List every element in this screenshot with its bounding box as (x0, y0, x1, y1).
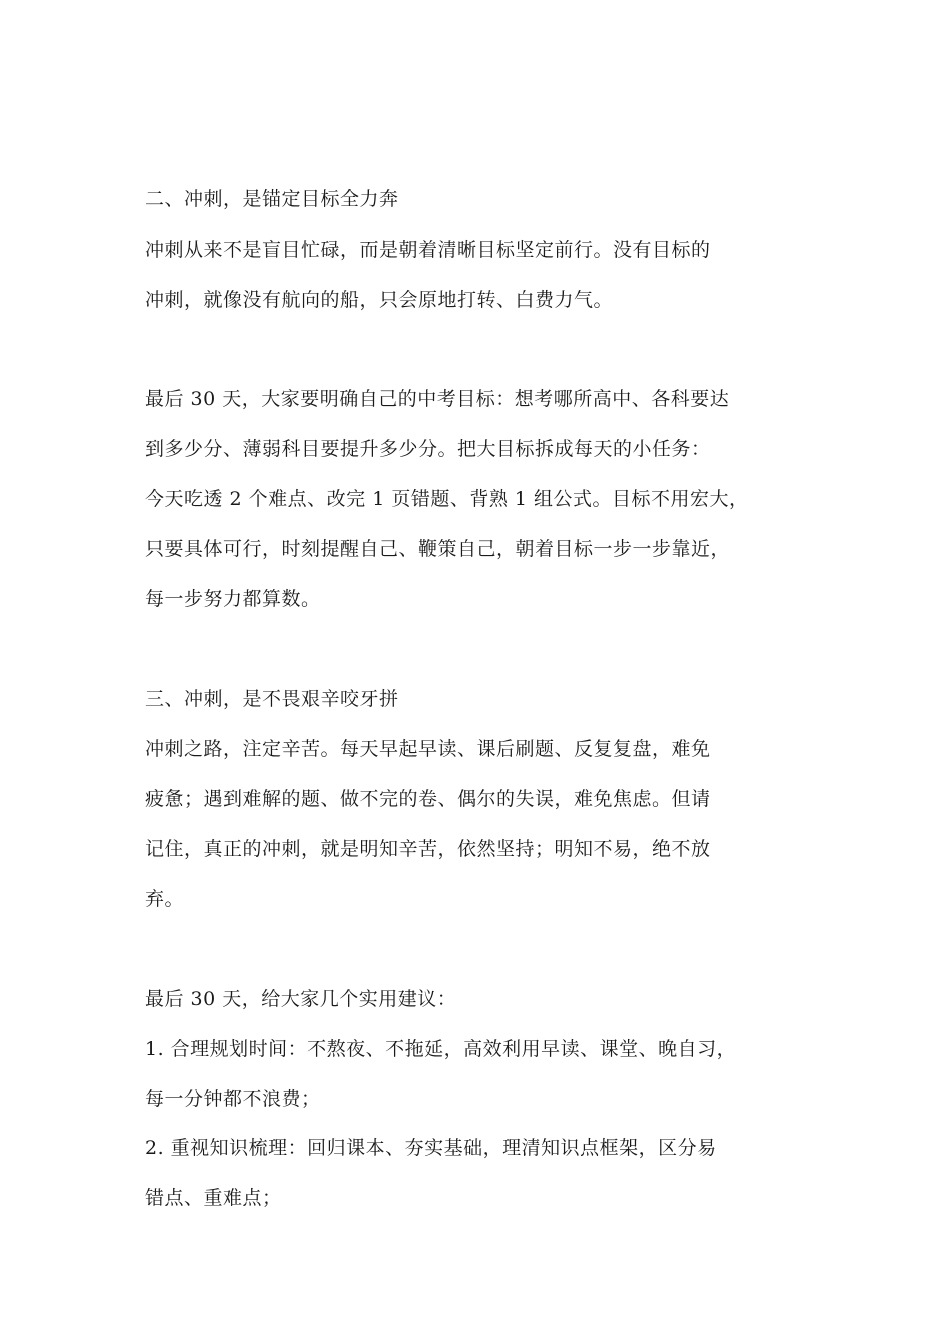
paragraph-line: 冲刺从来不是盲目忙碌，而是朝着清晰目标坚定前行。没有目标的 (145, 239, 711, 261)
list-item-line: 1. 合理规划时间：不熬夜、不拖延，高效利用早读、课堂、晚自习， (145, 1038, 737, 1060)
section-heading: 三、冲刺，是不畏艰辛咬牙拼 (145, 688, 399, 710)
paragraph-line: 每一步努力都算数。 (145, 588, 321, 610)
paragraph-line: 最后 30 天，给大家几个实用建议： (145, 988, 457, 1010)
list-item-line: 错点、重难点； (145, 1187, 282, 1209)
list-item-line: 2. 重视知识梳理：回归课本、夯实基础，理清知识点框架，区分易 (145, 1137, 717, 1159)
section-heading: 二、冲刺，是锚定目标全力奔 (145, 188, 399, 210)
list-item-line: 每一分钟都不浪费； (145, 1088, 321, 1110)
paragraph-line: 弃。 (145, 888, 185, 910)
paragraph-line: 最后 30 天，大家要明确自己的中考目标：想考哪所高中、各科要达 (145, 388, 730, 410)
paragraph-line: 只要具体可行，时刻提醒自己、鞭策自己，朝着目标一步一步靠近， (145, 538, 731, 560)
paragraph-line: 到多少分、薄弱科目要提升多少分。把大目标拆成每天的小任务： (145, 438, 711, 460)
paragraph-line: 冲刺之路，注定辛苦。每天早起早读、课后刷题、反复复盘，难免 (145, 738, 711, 760)
paragraph-line: 疲惫；遇到难解的题、做不完的卷、偶尔的失误，难免焦虑。但请 (145, 788, 711, 810)
paragraph-line: 记住，真正的冲刺，就是明知辛苦，依然坚持；明知不易，绝不放 (145, 838, 711, 860)
paragraph-line: 冲刺，就像没有航向的船，只会原地打转、白费力气。 (145, 289, 614, 311)
paragraph-line: 今天吃透 2 个难点、改完 1 页错题、背熟 1 组公式。目标不用宏大， (145, 488, 749, 510)
